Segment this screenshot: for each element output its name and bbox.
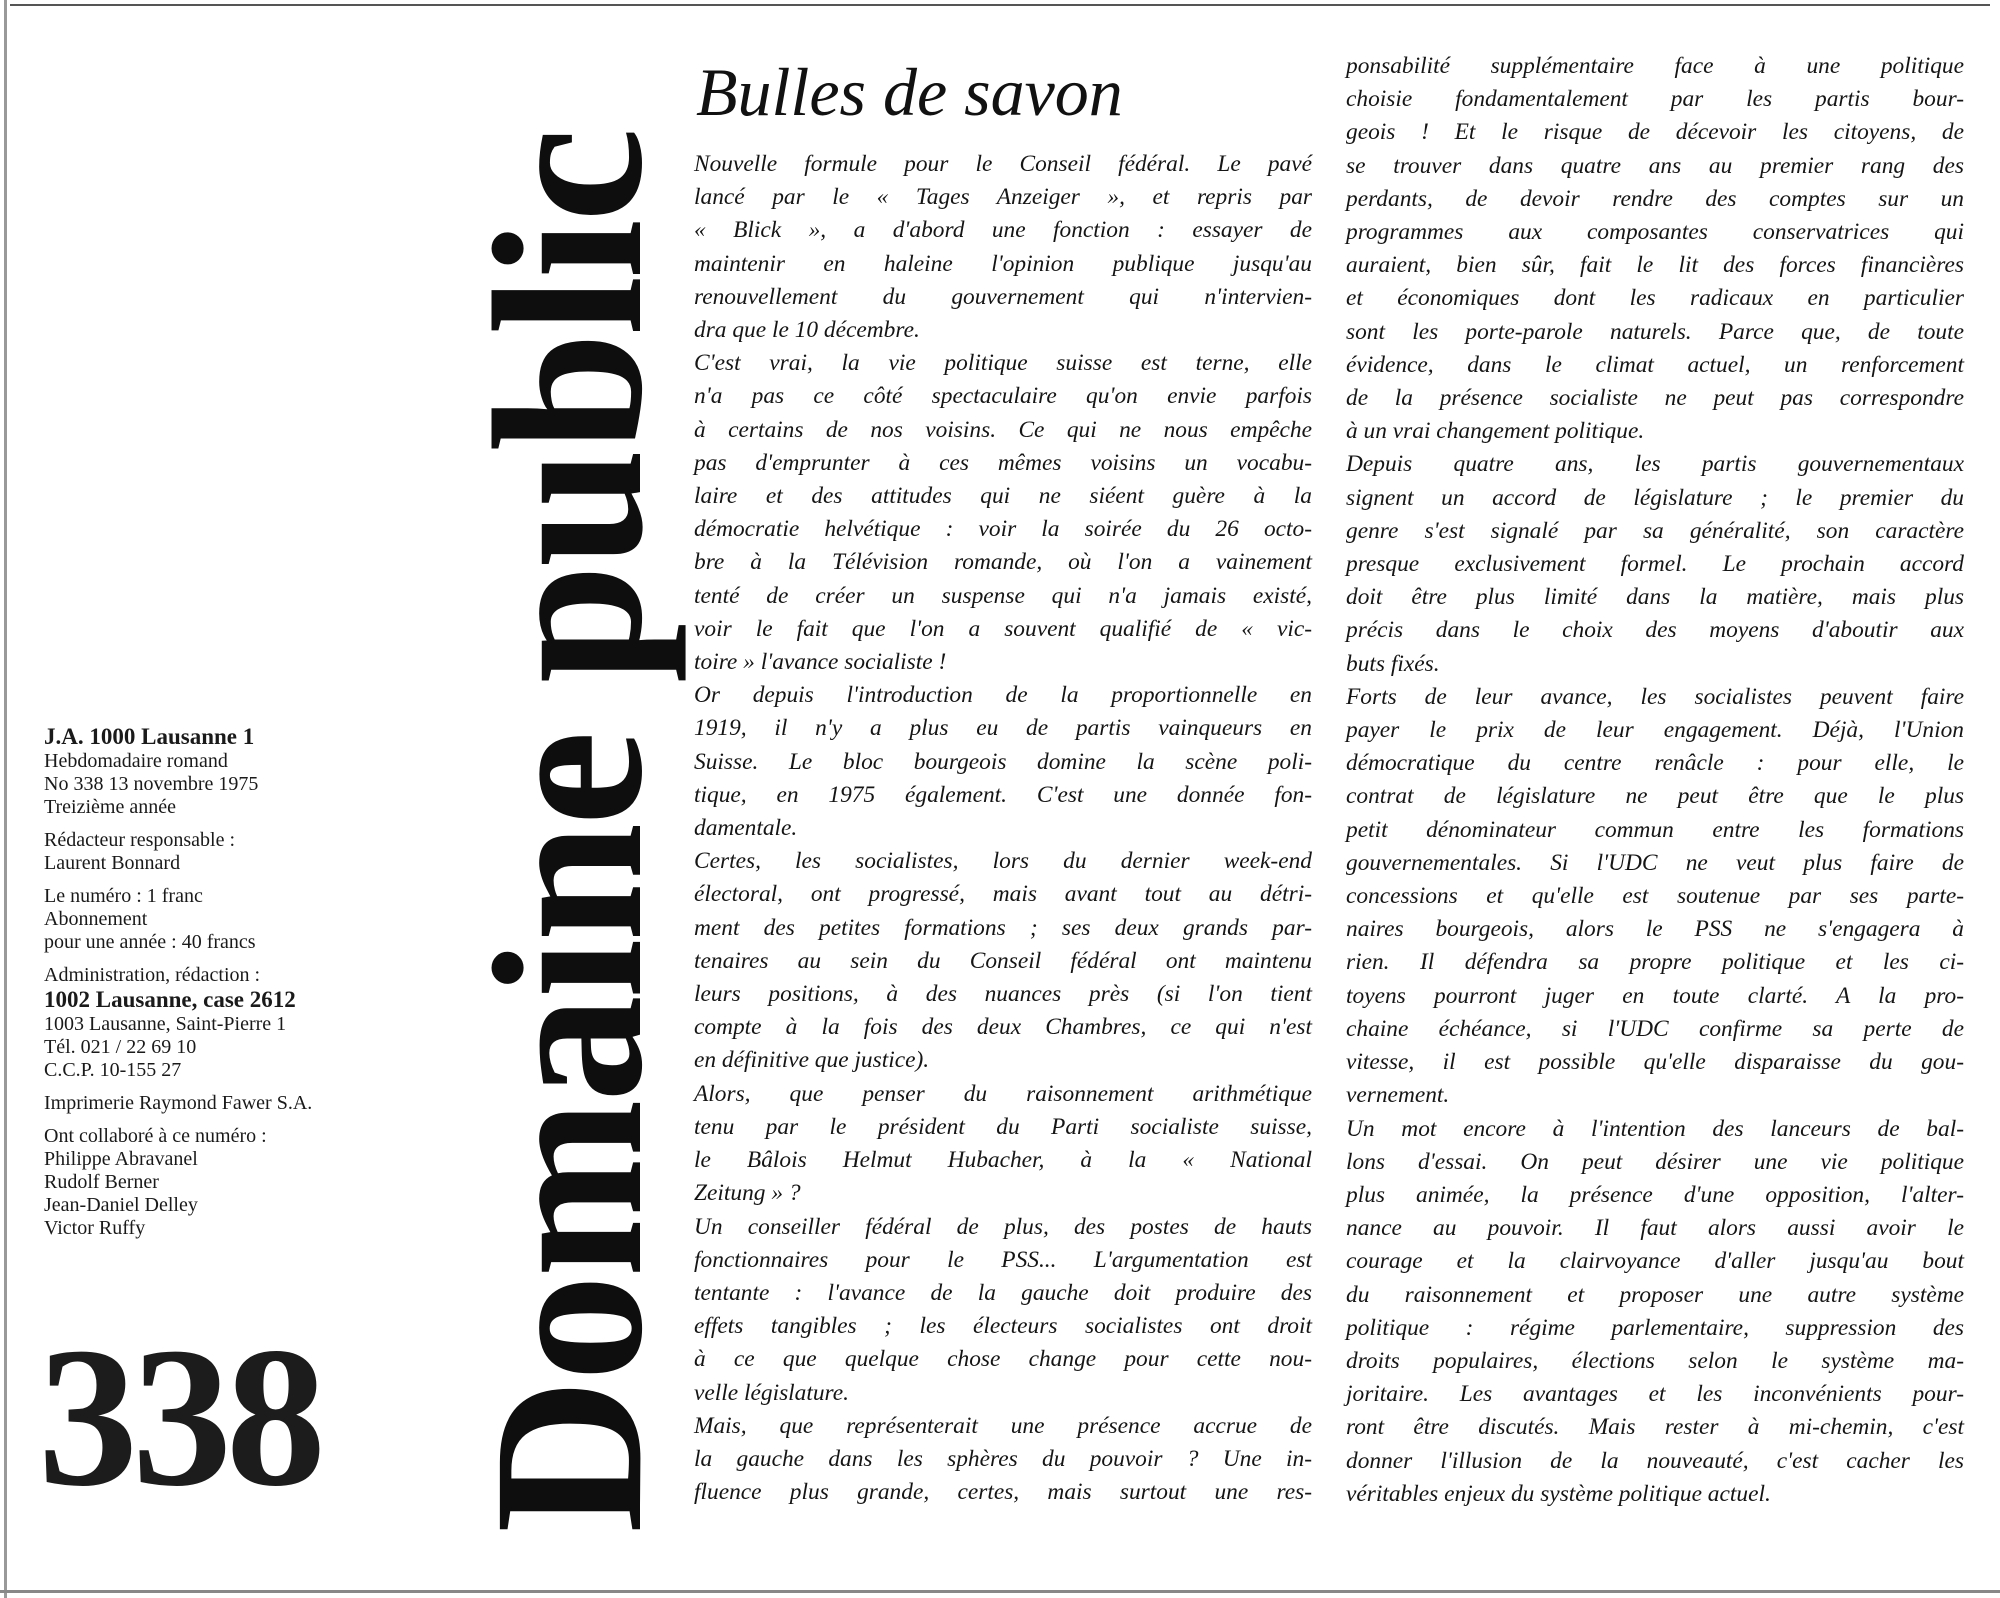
- article-text-line: Alors, que penser du raisonnement arithmétique: [694, 1080, 1312, 1107]
- article-text-line: et économiques dont les radicaux en particulier: [1346, 285, 1964, 312]
- article-text-line: de la présence socialiste ne peut pas correspondre: [1346, 385, 1964, 412]
- article-text-line: évidence, dans le climat actuel, un renforcement: [1346, 351, 1964, 378]
- street-address: 1003 Lausanne, Saint-Pierre 1: [44, 1013, 287, 1035]
- article-text-line: tenté de créer un suspense qui n'a jamais existé,: [694, 582, 1312, 609]
- article-text-line: électoral, ont progressé, mais avant tout au détri-: [694, 881, 1312, 908]
- bottom-border-rule: [0, 1590, 2000, 1593]
- article-text-line: politique : régime parlementaire, suppression des: [1346, 1314, 1964, 1341]
- article-text-line: courage et la clairvoyance d'aller jusqu'au bout: [1346, 1248, 1964, 1275]
- article-text-line: Nouvelle formule pour le Conseil fédéral. Le pavé: [694, 151, 1312, 177]
- article-text-line: se trouver dans quatre ans au premier rang des: [1346, 152, 1964, 179]
- article-text-line: Un mot encore à l'intention des lanceurs de bal-: [1346, 1115, 1964, 1142]
- article-text-line: nance au pouvoir. Il faut alors aussi avoir le: [1346, 1215, 1964, 1242]
- publication-info: [44, 724, 424, 819]
- printer-name: Imprimerie Raymond Fawer S.A.: [44, 1092, 313, 1114]
- article-text-line: « Blick », a d'abord une fonction : essayer de: [694, 217, 1312, 244]
- article-text-line: renouvellement du gouvernement qui n'intervien-: [694, 283, 1312, 310]
- issue-number: 338: [38, 1307, 320, 1528]
- contributor-name: Victor Ruffy: [44, 1217, 146, 1239]
- article-text-line: chaine échéance, si l'UDC confirme sa perte de: [1346, 1015, 1964, 1042]
- article-text-line: leurs positions, à des nuances près (si l'on tient: [694, 981, 1312, 1008]
- subscription-label: Abonnement: [44, 908, 148, 930]
- left-border-rule: [4, 0, 7, 1598]
- article-text-line: lancé par le « Tages Anzeiger », et repris par: [694, 184, 1312, 211]
- issue-date: No 338 13 novembre 1975: [44, 773, 259, 795]
- admin-address: 1002 Lausanne, case 2612: [44, 987, 296, 1012]
- admin-label: Administration, rédaction :: [44, 964, 261, 986]
- ja-line: J.A. 1000 Lausanne 1: [44, 724, 255, 749]
- article-text-line: Suisse. Le bloc bourgeois domine la scène poli-: [694, 748, 1312, 775]
- volume-year: Treizième année: [44, 796, 176, 818]
- article-text-line: C'est vrai, la vie politique suisse est terne, elle: [694, 350, 1312, 377]
- article-text-line: Or depuis l'introduction de la proportionnelle en: [694, 682, 1312, 709]
- article-text-line: fluence plus grande, certes, mais surtout une res-: [694, 1479, 1312, 1506]
- article-text-line: lons d'essai. On peut désirer une vie politique: [1346, 1148, 1964, 1175]
- article-text-line: du raisonnement et proposer une autre système: [1346, 1281, 1964, 1308]
- contributor-name: Philippe Abravanel: [44, 1148, 198, 1170]
- article-text-line: fonctionnaires pour le PSS... L'argumentation est: [694, 1246, 1312, 1273]
- editor-info: [44, 829, 424, 875]
- article-text-line: démocratique du centre renâcle : pour elle, le: [1346, 750, 1964, 777]
- article-text-line: sont les porte-parole naturels. Parce que, de toute: [1346, 318, 1964, 345]
- article-text-line: ment des petites formations ; ses deux grands par-: [694, 914, 1312, 941]
- top-border-rule: [10, 4, 1990, 6]
- article-text-line: Mais, que représenterait une présence accrue de: [694, 1412, 1312, 1439]
- article-text-line: précis dans le choix des moyens d'aboutir aux: [1346, 617, 1964, 644]
- article-text-line: bre à la Télévision romande, où l'on a vainement: [694, 549, 1312, 576]
- article-text-line: velle législature.: [694, 1379, 850, 1406]
- contributors-info: [44, 1125, 424, 1240]
- article-text-line: signent un accord de législature ; le premier du: [1346, 484, 1964, 511]
- article-text-line: vitesse, il est possible qu'elle disparaisse du gou-: [1346, 1049, 1964, 1076]
- issue-price: Le numéro : 1 franc: [44, 885, 203, 907]
- article-text-line: démocratie helvétique : voir la soirée du 26 octo-: [694, 516, 1312, 543]
- article-text-line: voir le fait que l'on a souvent qualifié de « vic-: [694, 615, 1312, 642]
- masthead-title: Domaine public: [450, 130, 687, 1533]
- article-text-line: laire et des attitudes qui ne siéent guère à la: [694, 483, 1312, 510]
- article-text-line: effets tangibles ; les électeurs socialistes ont droit: [694, 1313, 1312, 1340]
- article-text-line: perdants, de devoir rendre des comptes sur un: [1346, 185, 1964, 212]
- article-text-line: en définitive que justice).: [694, 1047, 930, 1074]
- article-text-line: doit être plus limité dans la matière, mais plus: [1346, 584, 1964, 611]
- printer-info: [44, 1092, 424, 1115]
- article-text-line: petit dénominateur commun entre les formations: [1346, 816, 1964, 843]
- contributor-name: Rudolf Berner: [44, 1171, 159, 1193]
- article-text-line: ront être discutés. Mais rester à mi-chemin, c'est: [1346, 1414, 1964, 1441]
- ccp-number: C.C.P. 10-155 27: [44, 1059, 182, 1081]
- article-text-line: choisie fondamentalement par les partis bour-: [1346, 86, 1964, 113]
- article-headline: Bulles de savon: [696, 54, 1123, 130]
- article-text-line: donner l'illusion de la nouveauté, c'est cacher les: [1346, 1447, 1964, 1474]
- article-text-line: Zeitung » ?: [694, 1180, 801, 1207]
- colophon: [44, 724, 424, 1250]
- article-text-line: ponsabilité supplémentaire face à une politique: [1346, 53, 1964, 79]
- article-text-line: Forts de leur avance, les socialistes peuvent faire: [1346, 683, 1964, 710]
- article-text-line: tenaires au sein du Conseil fédéral ont maintenu: [694, 947, 1312, 974]
- article-text-line: rien. Il défendra sa propre politique et les ci-: [1346, 949, 1964, 976]
- article-text-line: payer le prix de leur engagement. Déjà, l'Union: [1346, 717, 1964, 744]
- article-text-line: vernement.: [1346, 1082, 1450, 1109]
- article-text-line: à ce que quelque chose change pour cette nou-: [694, 1346, 1312, 1373]
- article-text-line: véritables enjeux du système politique actuel.: [1346, 1480, 1771, 1507]
- article-text-line: concessions et qu'elle est soutenue par ses parte-: [1346, 883, 1964, 910]
- article-text-line: toyens pourront juger en toute clarté. A la pro-: [1346, 982, 1964, 1009]
- article-text-line: maintenir en haleine l'opinion publique jusqu'au: [694, 250, 1312, 277]
- article-text-line: contrat de législature ne peut être que le plus: [1346, 783, 1964, 810]
- address-info: [44, 964, 424, 1082]
- article-text-line: pas d'emprunter à ces mêmes voisins un vocabu-: [694, 449, 1312, 476]
- article-text-line: genre s'est signalé par sa généralité, son caractère: [1346, 517, 1964, 544]
- article-text-line: tentante : l'avance de la gauche doit produire des: [694, 1279, 1312, 1306]
- article-text-line: toire » l'avance socialiste !: [694, 649, 947, 676]
- article-text-line: à certains de nos voisins. Ce qui ne nous empêche: [694, 416, 1312, 443]
- phone-number: Tél. 021 / 22 69 10: [44, 1036, 197, 1058]
- article-text-line: à un vrai changement politique.: [1346, 418, 1645, 445]
- article-text-line: geois ! Et le risque de décevoir les citoyens, de: [1346, 119, 1964, 146]
- article-text-line: Depuis quatre ans, les partis gouvernementaux: [1346, 451, 1964, 478]
- article-text-line: la gauche dans les sphères du pouvoir ? Une in-: [694, 1445, 1312, 1472]
- price-info: [44, 885, 424, 954]
- periodicity: Hebdomadaire romand: [44, 750, 228, 772]
- article-text-line: plus animée, la présence d'une opposition, l'alter-: [1346, 1181, 1964, 1208]
- article-text-line: dra que le 10 décembre.: [694, 317, 920, 344]
- article-text-line: damentale.: [694, 815, 798, 842]
- editor-name: Laurent Bonnard: [44, 852, 181, 874]
- article-column-2: [1346, 50, 1964, 1511]
- contributor-name: Jean-Daniel Delley: [44, 1194, 198, 1216]
- article-text-line: Un conseiller fédéral de plus, des postes de hauts: [694, 1213, 1312, 1240]
- article-text-line: 1919, il n'y a plus eu de partis vainqueurs en: [694, 715, 1312, 742]
- article-text-line: joritaire. Les avantages et les inconvénients pour-: [1346, 1381, 1964, 1408]
- article-text-line: presque exclusivement formel. Le prochain accord: [1346, 551, 1964, 578]
- article-text-line: buts fixés.: [1346, 650, 1440, 677]
- editor-label: Rédacteur responsable :: [44, 829, 236, 851]
- article-text-line: n'a pas ce côté spectaculaire qu'on envie parfois: [694, 383, 1312, 410]
- article-text-line: droits populaires, élections selon le système ma-: [1346, 1347, 1964, 1374]
- article-column-1: [694, 148, 1312, 1509]
- contributors-label: Ont collaboré à ce numéro :: [44, 1125, 267, 1147]
- article-text-line: gouvernementales. Si l'UDC ne veut plus faire de: [1346, 849, 1964, 876]
- article-text-line: tenu par le président du Parti socialiste suisse,: [694, 1113, 1312, 1140]
- subscription-price: pour une année : 40 francs: [44, 931, 256, 953]
- article-text-line: naires bourgeois, alors le PSS ne s'engagera à: [1346, 916, 1964, 943]
- article-text-line: auraient, bien sûr, fait le lit des forces financières: [1346, 252, 1964, 279]
- article-text-line: compte à la fois des deux Chambres, ce qui n'est: [694, 1014, 1312, 1041]
- article-text-line: tique, en 1975 également. C'est une donnée fon-: [694, 781, 1312, 808]
- article-text-line: le Bâlois Helmut Hubacher, à la « National: [694, 1147, 1312, 1174]
- article-text-line: programmes aux composantes conservatrices qui: [1346, 219, 1964, 246]
- article-text-line: Certes, les socialistes, lors du dernier week-end: [694, 848, 1312, 875]
